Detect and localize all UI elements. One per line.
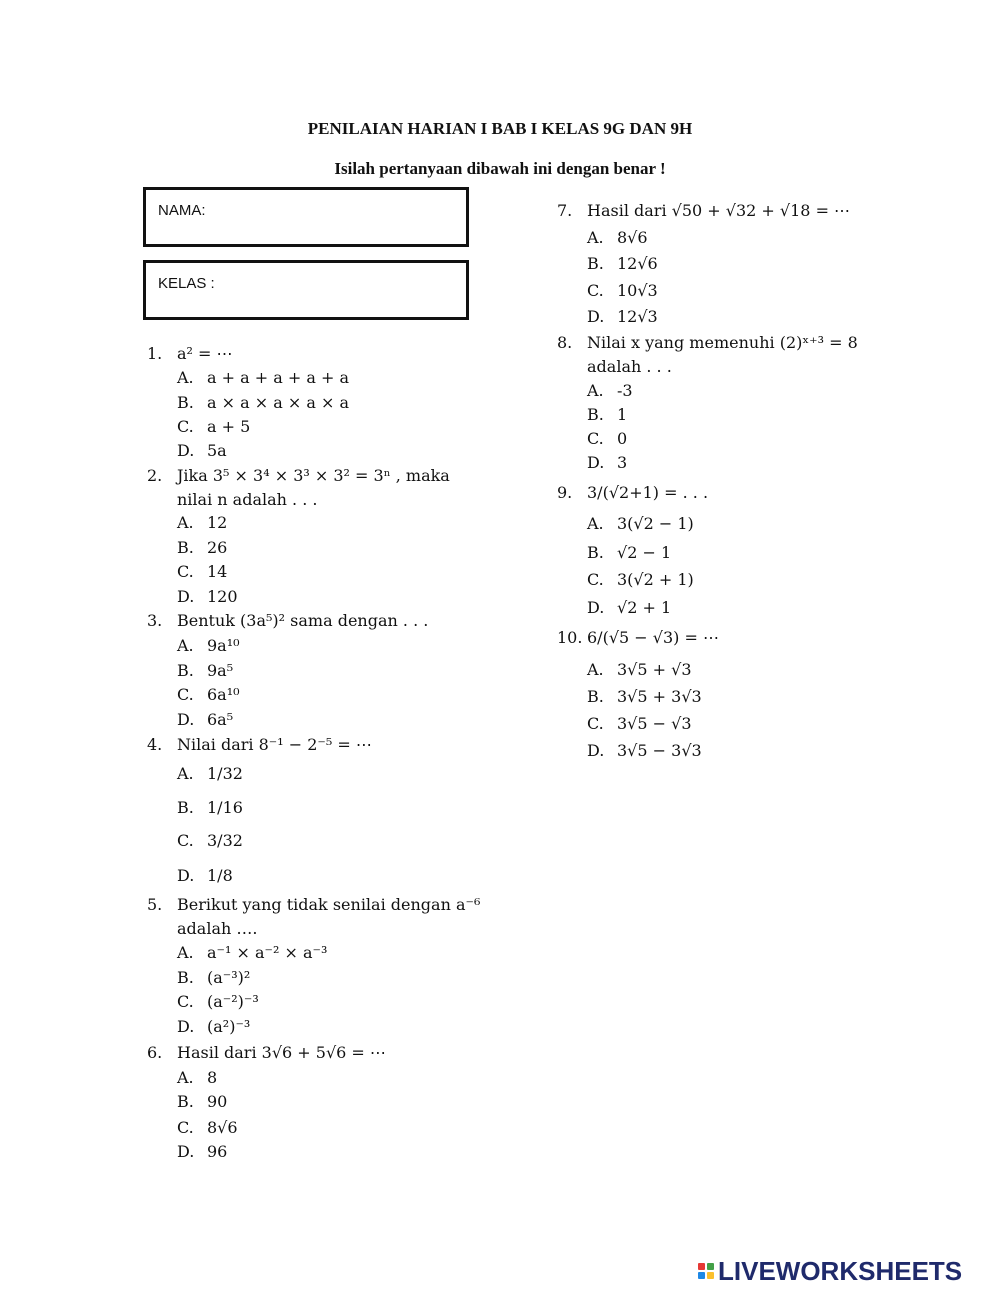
option-value: 3√5 − √3: [617, 714, 692, 733]
option-letter: A.: [587, 514, 604, 533]
question-text: Nilai dari 8⁻¹ − 2⁻⁵ = ⋯: [177, 735, 372, 754]
name-field[interactable]: [143, 187, 469, 247]
question-number: 10.: [557, 628, 583, 647]
option-value: 1/32: [207, 764, 243, 783]
option-letter: D.: [587, 598, 605, 617]
question-text: Nilai x yang memenuhi (2)ˣ⁺³ = 8: [587, 333, 858, 352]
option-value: 1/8: [207, 866, 233, 885]
brand-name: LIVEWORKSHEETS: [718, 1255, 963, 1286]
option-value: a⁻¹ × a⁻² × a⁻³: [207, 943, 328, 962]
option-letter: B.: [587, 687, 604, 706]
option-value: 96: [207, 1142, 228, 1161]
question-text: 6/(√5 − √3) = ⋯: [587, 628, 719, 647]
option-value: 0: [617, 429, 628, 448]
question-text: Jika 3⁵ × 3⁴ × 3³ × 3² = 3ⁿ , maka: [177, 466, 450, 485]
option-letter: C.: [177, 831, 194, 850]
question-text-continued: nilai n adalah . . .: [177, 490, 318, 509]
option-value: 3(√2 + 1): [617, 570, 694, 589]
logo-square-v: [698, 1272, 705, 1279]
question-text: 3/(√2+1) = . . .: [587, 483, 709, 502]
question-text: Berikut yang tidak senilai dengan a⁻⁶: [177, 895, 481, 914]
option-value: 8√6: [617, 228, 648, 247]
name-label: NAMA:: [158, 202, 206, 219]
option-value: 3√5 + √3: [617, 660, 692, 679]
option-letter: B.: [177, 661, 194, 680]
question-number: 4.: [147, 735, 163, 754]
option-value: 3√5 + 3√3: [617, 687, 702, 706]
option-letter: D.: [177, 1017, 195, 1036]
question-number: 6.: [147, 1043, 163, 1062]
option-letter: A.: [177, 764, 194, 783]
class-field[interactable]: [143, 260, 469, 320]
option-letter: B.: [177, 798, 194, 817]
option-value: 5a: [207, 441, 227, 460]
option-value: 9a¹⁰: [207, 636, 240, 655]
instructions: Isilah pertanyaan dibawah ini dengan benar !: [334, 159, 666, 178]
option-value: 6a⁵: [207, 710, 234, 729]
option-letter: C.: [177, 1118, 194, 1137]
page-title: PENILAIAN HARIAN I BAB I KELAS 9G DAN 9H: [307, 119, 693, 138]
option-value: 3(√2 − 1): [617, 514, 694, 533]
option-letter: A.: [177, 1068, 194, 1087]
option-letter: B.: [587, 543, 604, 562]
question-number: 2.: [147, 466, 163, 485]
option-value: a + a + a + a + a: [207, 368, 350, 387]
logo-square-e: [707, 1272, 714, 1279]
option-value: a × a × a × a × a: [207, 393, 350, 412]
option-value: 12√3: [617, 307, 658, 326]
option-letter: C.: [587, 714, 604, 733]
option-letter: A.: [177, 368, 194, 387]
class-label: KELAS :: [158, 275, 215, 292]
option-value: 8: [207, 1068, 218, 1087]
option-value: 3/32: [207, 831, 243, 850]
option-letter: D.: [177, 710, 195, 729]
option-letter: D.: [587, 453, 605, 472]
question-number: 5.: [147, 895, 163, 914]
question-number: 9.: [557, 483, 573, 502]
option-letter: B.: [177, 393, 194, 412]
option-value: 14: [207, 562, 228, 581]
option-letter: D.: [587, 307, 605, 326]
logo-square-l: [698, 1263, 705, 1270]
option-value: √2 + 1: [617, 598, 672, 617]
option-letter: B.: [177, 1092, 194, 1111]
option-letter: B.: [177, 968, 194, 987]
option-letter: D.: [177, 866, 195, 885]
option-letter: D.: [177, 1142, 195, 1161]
option-letter: A.: [177, 636, 194, 655]
option-letter: C.: [587, 429, 604, 448]
option-letter: B.: [587, 254, 604, 273]
option-letter: D.: [587, 741, 605, 760]
question-text-continued: adalah . . .: [587, 357, 672, 376]
option-value: a + 5: [207, 417, 251, 436]
question-number: 7.: [557, 201, 573, 220]
option-letter: C.: [587, 281, 604, 300]
question-text-continued: adalah ….: [177, 919, 258, 938]
option-value: 6a¹⁰: [207, 685, 240, 704]
option-value: 3√5 − 3√3: [617, 741, 702, 760]
option-value: 10√3: [617, 281, 658, 300]
option-value: 26: [207, 538, 228, 557]
option-value: 1: [617, 405, 628, 424]
question-text: Hasil dari √50 + √32 + √18 = ⋯: [587, 201, 851, 220]
option-letter: D.: [177, 441, 195, 460]
option-value: 12: [207, 513, 228, 532]
option-value: (a⁻³)²: [207, 968, 251, 987]
question-number: 8.: [557, 333, 573, 352]
option-letter: C.: [177, 992, 194, 1011]
option-letter: C.: [177, 562, 194, 581]
option-letter: D.: [177, 587, 195, 606]
logo-icon: [698, 1263, 714, 1279]
option-value: 3: [617, 453, 628, 472]
option-value: 120: [207, 587, 238, 606]
option-value: -3: [617, 381, 633, 400]
option-letter: C.: [177, 685, 194, 704]
question-number: 3.: [147, 611, 163, 630]
question-text: a² = ⋯: [177, 344, 233, 363]
question-text: Bentuk (3a⁵)² sama dengan . . .: [177, 611, 429, 630]
option-letter: C.: [177, 417, 194, 436]
option-value: (a⁻²)⁻³: [207, 992, 259, 1011]
option-letter: A.: [587, 660, 604, 679]
option-letter: C.: [587, 570, 604, 589]
option-letter: A.: [177, 943, 194, 962]
option-value: (a²)⁻³: [207, 1017, 251, 1036]
option-value: 90: [207, 1092, 228, 1111]
option-letter: A.: [587, 381, 604, 400]
liveworksheets-logo: [698, 1257, 962, 1285]
option-value: 9a⁵: [207, 661, 234, 680]
question-text: Hasil dari 3√6 + 5√6 = ⋯: [177, 1043, 386, 1062]
option-value: √2 − 1: [617, 543, 672, 562]
option-letter: A.: [587, 228, 604, 247]
option-letter: A.: [177, 513, 194, 532]
option-value: 12√6: [617, 254, 658, 273]
option-value: 1/16: [207, 798, 243, 817]
option-letter: B.: [587, 405, 604, 424]
question-number: 1.: [147, 344, 163, 363]
option-letter: B.: [177, 538, 194, 557]
logo-square-i: [707, 1263, 714, 1270]
option-value: 8√6: [207, 1118, 238, 1137]
